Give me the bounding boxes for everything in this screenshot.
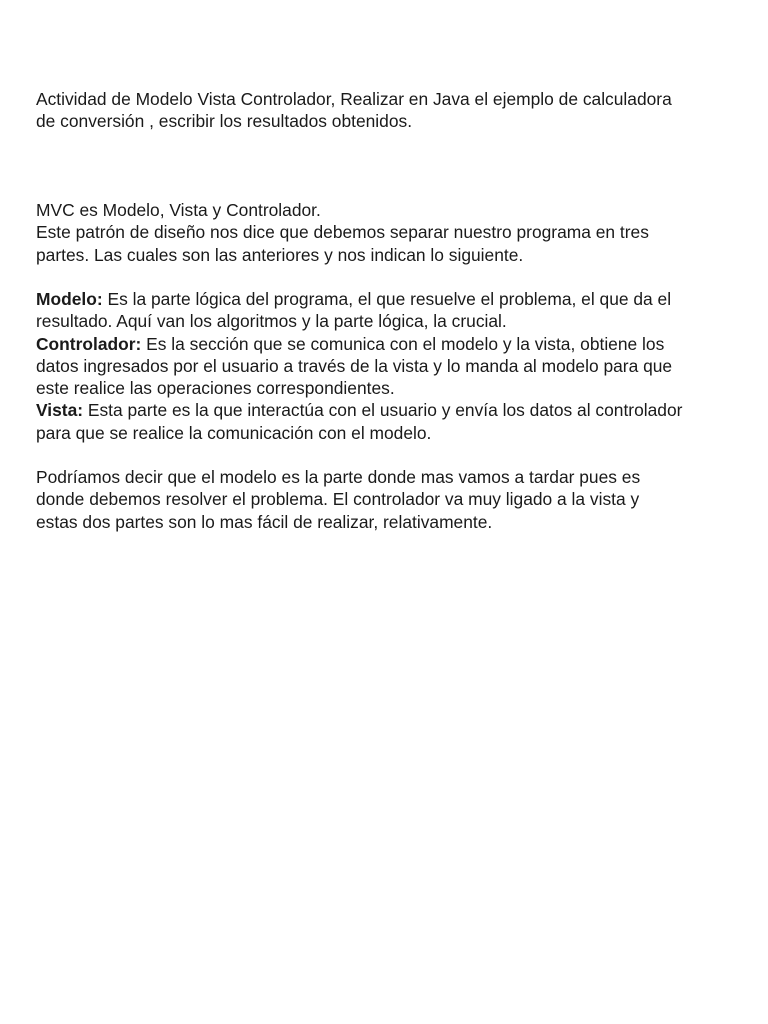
definition-line: resultado. Aquí van los algoritmos y la parte lógica, la crucial. <box>36 311 507 332</box>
conclusion-line: donde debemos resolver el problema. El controlador va muy ligado a la vista y <box>36 489 640 510</box>
definition-text: Es la sección que se comunica con el modelo y la vista, obtiene los <box>141 333 665 354</box>
mvc-line: MVC es Modelo, Vista y Controlador. <box>36 200 321 220</box>
term-vista: Vista: <box>36 400 84 421</box>
intro-line: de conversión , escribir los resultados obtenidos. <box>36 111 413 132</box>
definition-text: Esta parte es la que interactúa con el usuario y envía los datos al controlador <box>83 400 683 421</box>
conclusion-paragraph <box>36 466 746 533</box>
definition-line: datos ingresados por el usuario a través de la vista y lo manda al modelo para que <box>36 355 673 376</box>
mvc-paragraph <box>36 199 746 266</box>
intro-paragraph <box>36 88 746 133</box>
definition-controlador <box>36 333 746 400</box>
definition-line: para que se realice la comunicación con el modelo. <box>36 422 432 443</box>
definitions-section <box>36 288 746 444</box>
intro-line: Actividad de Modelo Vista Controlador, Realizar en Java el ejemplo de calculadora <box>36 89 672 109</box>
mvc-line: partes. Las cuales son las anteriores y nos indican lo siguiente. <box>36 244 524 265</box>
definition-vista <box>36 399 746 444</box>
definition-line: este realice las operaciones correspondientes. <box>36 378 395 399</box>
definition-modelo <box>36 288 746 333</box>
mvc-line: Este patrón de diseño nos dice que debemos separar nuestro programa en tres <box>36 222 649 243</box>
conclusion-line: estas dos partes son lo mas fácil de realizar, relativamente. <box>36 511 493 532</box>
conclusion-line: Podríamos decir que el modelo es la parte donde mas vamos a tardar pues es <box>36 467 641 487</box>
term-modelo: Modelo: <box>36 289 103 309</box>
definition-first-line <box>36 399 746 421</box>
term-controlador: Controlador: <box>36 333 142 354</box>
definition-first-line <box>36 288 746 310</box>
definition-text: Es la parte lógica del programa, el que resuelve el problema, el que da el <box>102 289 672 309</box>
definition-first-line <box>36 333 746 355</box>
